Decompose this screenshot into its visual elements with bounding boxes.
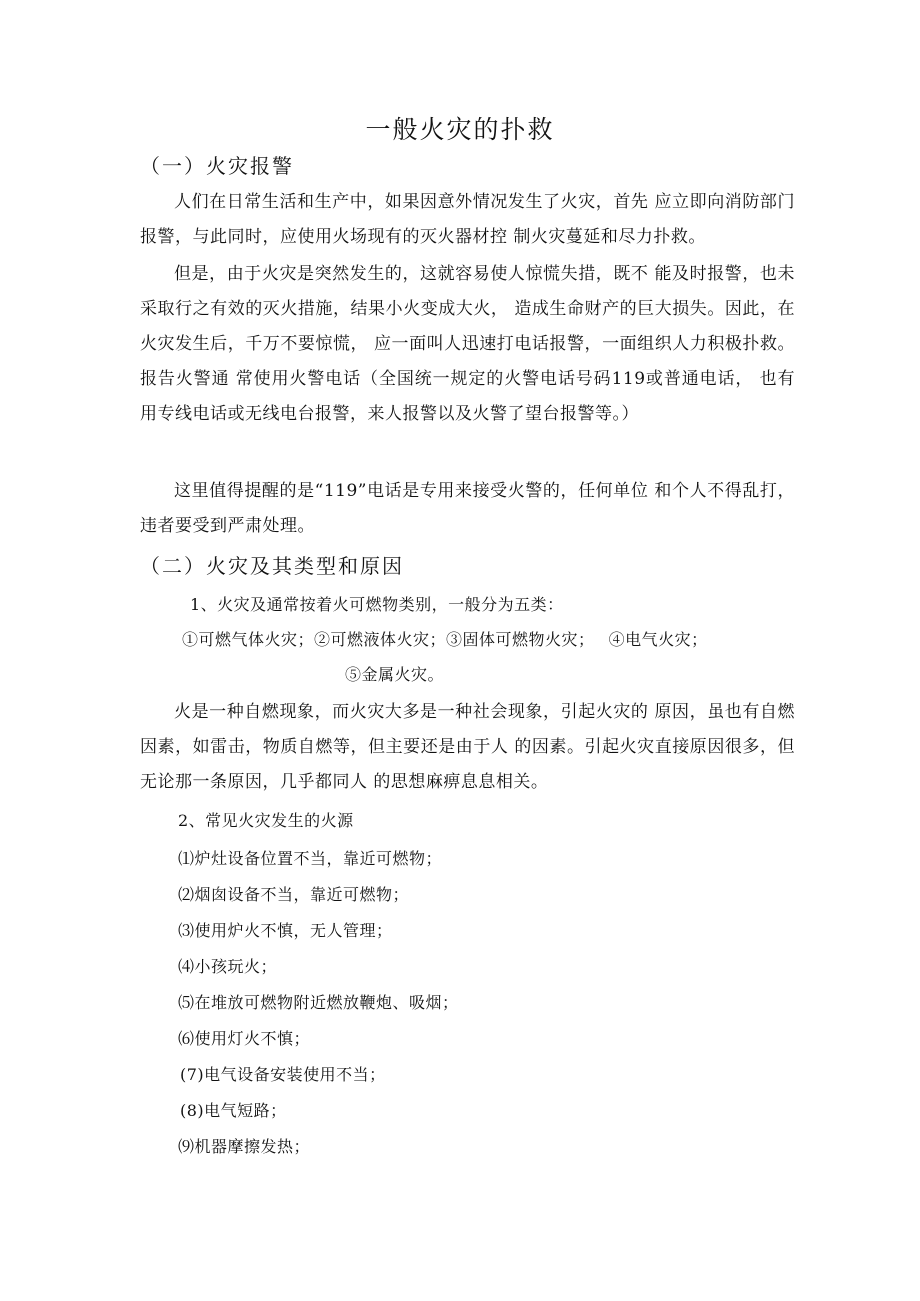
document-title: 一般火灾的扑救 [365,115,555,144]
fire-source-item: ⑼机器摩擦发热； [178,1137,311,1156]
fire-source-item: ⑵烟囱设备不当，靠近可燃物； [178,885,410,904]
section1-paragraph-2: 但是，由于火灾是突然发生的，这就容易使人惊慌失措，既不 能及时报警，也未采取行之有效的灭火措施，结果小火变成大火， 造成生命财产的巨大损失。因此，在火灾发生后，千万不要惊慌， 应一面叫人迅速打电话报警，一面组织人力积极扑救。报告火警通 常使用火警电话（全国统一规定的火警电话号码119或普通电话， 也有用专线电话或无线电台报警，来人报警以及火警了望台报警等。） [140,264,795,424]
item2-title: 2、常见火灾发生的火源 [178,811,354,830]
fire-types-line-2: ⑤金属火灾。 [345,665,445,684]
cause-paragraph: 火是一种自燃现象，而火灾大多是一种社会现象，引起火灾的 原因，虽也有自燃因素，如雷击，物质自燃等，但主要还是由于人 的因素。引起火灾直接原因很多，但无论那一条原因，几乎都同人 的思想麻痹息息相关。 [140,702,795,792]
section1-heading: （一）火灾报警 [140,154,294,178]
section2-heading: （二）火灾及其类型和原因 [140,554,404,578]
fire-source-item: ⑷小孩玩火； [178,957,278,976]
fire-source-item: ⑶使用炉火不慎，无人管理； [178,921,393,940]
section1-paragraph-3: 这里值得提醒的是“119”电话是专用来接受火警的，任何单位 和个人不得乱打，违者要受到严肃处理。 [140,481,795,536]
item1-title: 1、火灾及通常按着火可燃物类别，一般分为五类： [190,595,564,614]
fire-source-item: (7)电气设备安装使用不当； [180,1065,386,1084]
fire-types-line-1: ①可燃气体火灾；②可燃液体火灾；③固体可燃物火灾； ④电气火灾； [182,630,708,649]
fire-source-item: ⑸在堆放可燃物附近燃放鞭炮、吸烟； [178,993,459,1012]
fire-source-item: ⑹使用灯火不慎； [178,1029,311,1048]
fire-source-item: (8)电气短路； [180,1101,287,1120]
section1-paragraph-1: 人们在日常生活和生产中，如果因意外情况发生了火灾，首先 应立即向消防部门报警，与此同时，应使用火场现有的灭火器材控 制火灾蔓延和尽力扑救。 [140,192,795,247]
fire-source-item: ⑴炉灶设备位置不当，靠近可燃物； [178,849,443,868]
